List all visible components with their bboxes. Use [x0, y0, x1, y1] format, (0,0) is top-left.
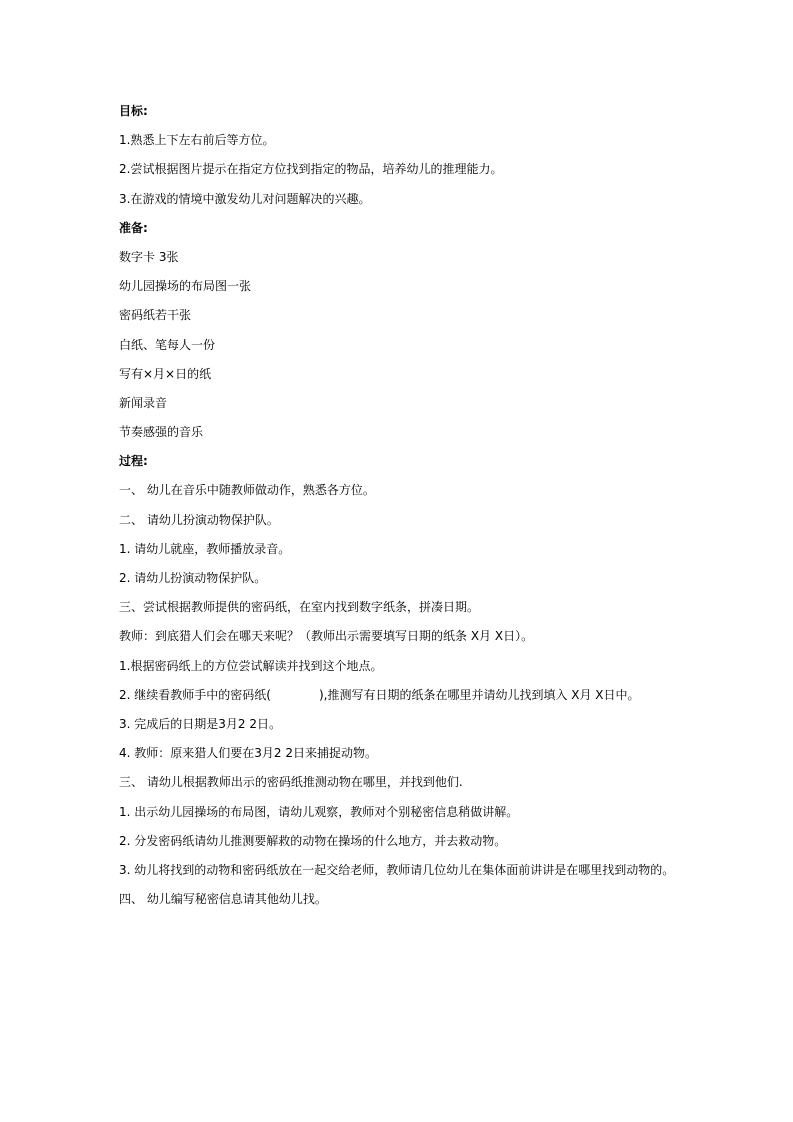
- preparation-item: 新闻录音: [119, 395, 168, 410]
- preparation-item: 写有×月×日的纸: [119, 366, 212, 381]
- process-item: 4. 教师：原来猎人们要在3月2 2日来捕捉动物。: [119, 746, 377, 761]
- process-item: 3. 幼儿将找到的动物和密码纸放在一起交给老师，教师请几位幼儿在集体面前讲讲是在哪里找到动物的。: [119, 862, 675, 877]
- preparation-item: 白纸、笔每人一份: [119, 337, 216, 352]
- process-item: 三、尝试根据教师提供的密码纸，在室内找到数字纸条，拼凑日期。: [119, 600, 480, 615]
- process-item: 1. 请幼儿就座，教师播放录音。: [119, 541, 291, 556]
- goal-item: 2.尝试根据图片提示在指定方位找到指定的物品，培养幼儿的推理能力。: [119, 162, 503, 177]
- process-item: 2. 分发密码纸请幼儿推测要解救的动物在操场的什么地方，并去救动物。: [119, 833, 507, 848]
- process-item: 二、 请幼儿扮演动物保护队。: [119, 512, 279, 527]
- preparation-item: 密码纸若干张: [119, 308, 192, 323]
- process-item: 三、 请幼儿根据教师出示的密码纸推测动物在哪里，并找到他们.: [119, 775, 463, 790]
- goal-item: 1.熟悉上下左右前后等方位。: [119, 133, 275, 148]
- process-item: 3. 完成后的日期是3月2 2日。: [119, 716, 281, 731]
- process-item-text-after: ),推测写有日期的纸条在哪里并请幼儿找到填入 X月 X日中。: [318, 687, 640, 702]
- process-item: 四、 幼儿编写秘密信息请其他幼儿找。: [119, 892, 327, 907]
- process-item-text-before: 2. 继续看教师手中的密码纸(: [119, 687, 271, 702]
- preparation-item: 节奏感强的音乐: [119, 425, 204, 440]
- process-item: 2. 请幼儿扮演动物保护队。: [119, 571, 267, 585]
- process-item: 1. 出示幼儿园操场的布局图，请幼儿观察，教师对个别秘密信息稍做讲解。: [119, 804, 519, 819]
- goal-item: 3.在游戏的情境中激发幼儿对问题解决的兴趣。: [119, 191, 371, 206]
- process-item-with-blank: [119, 685, 739, 714]
- preparation-item: 幼儿园操场的布局图一张: [119, 279, 252, 294]
- process-heading: 过程:: [119, 454, 148, 469]
- process-item: 教师：到底猎人们会在哪天来呢？（教师出示需要填写日期的纸条 X月 X日）。: [119, 629, 534, 644]
- preparation-heading: 准备:: [119, 220, 148, 235]
- preparation-item: 数字卡 3张: [119, 249, 179, 264]
- process-item: 一、 幼儿在音乐中随教师做动作，熟悉各方位。: [119, 483, 375, 498]
- process-item: 1.根据密码纸上的方位尝试解读并找到这个地点。: [119, 658, 383, 673]
- goals-heading: 目标:: [119, 104, 148, 118]
- document-body: [119, 101, 739, 918]
